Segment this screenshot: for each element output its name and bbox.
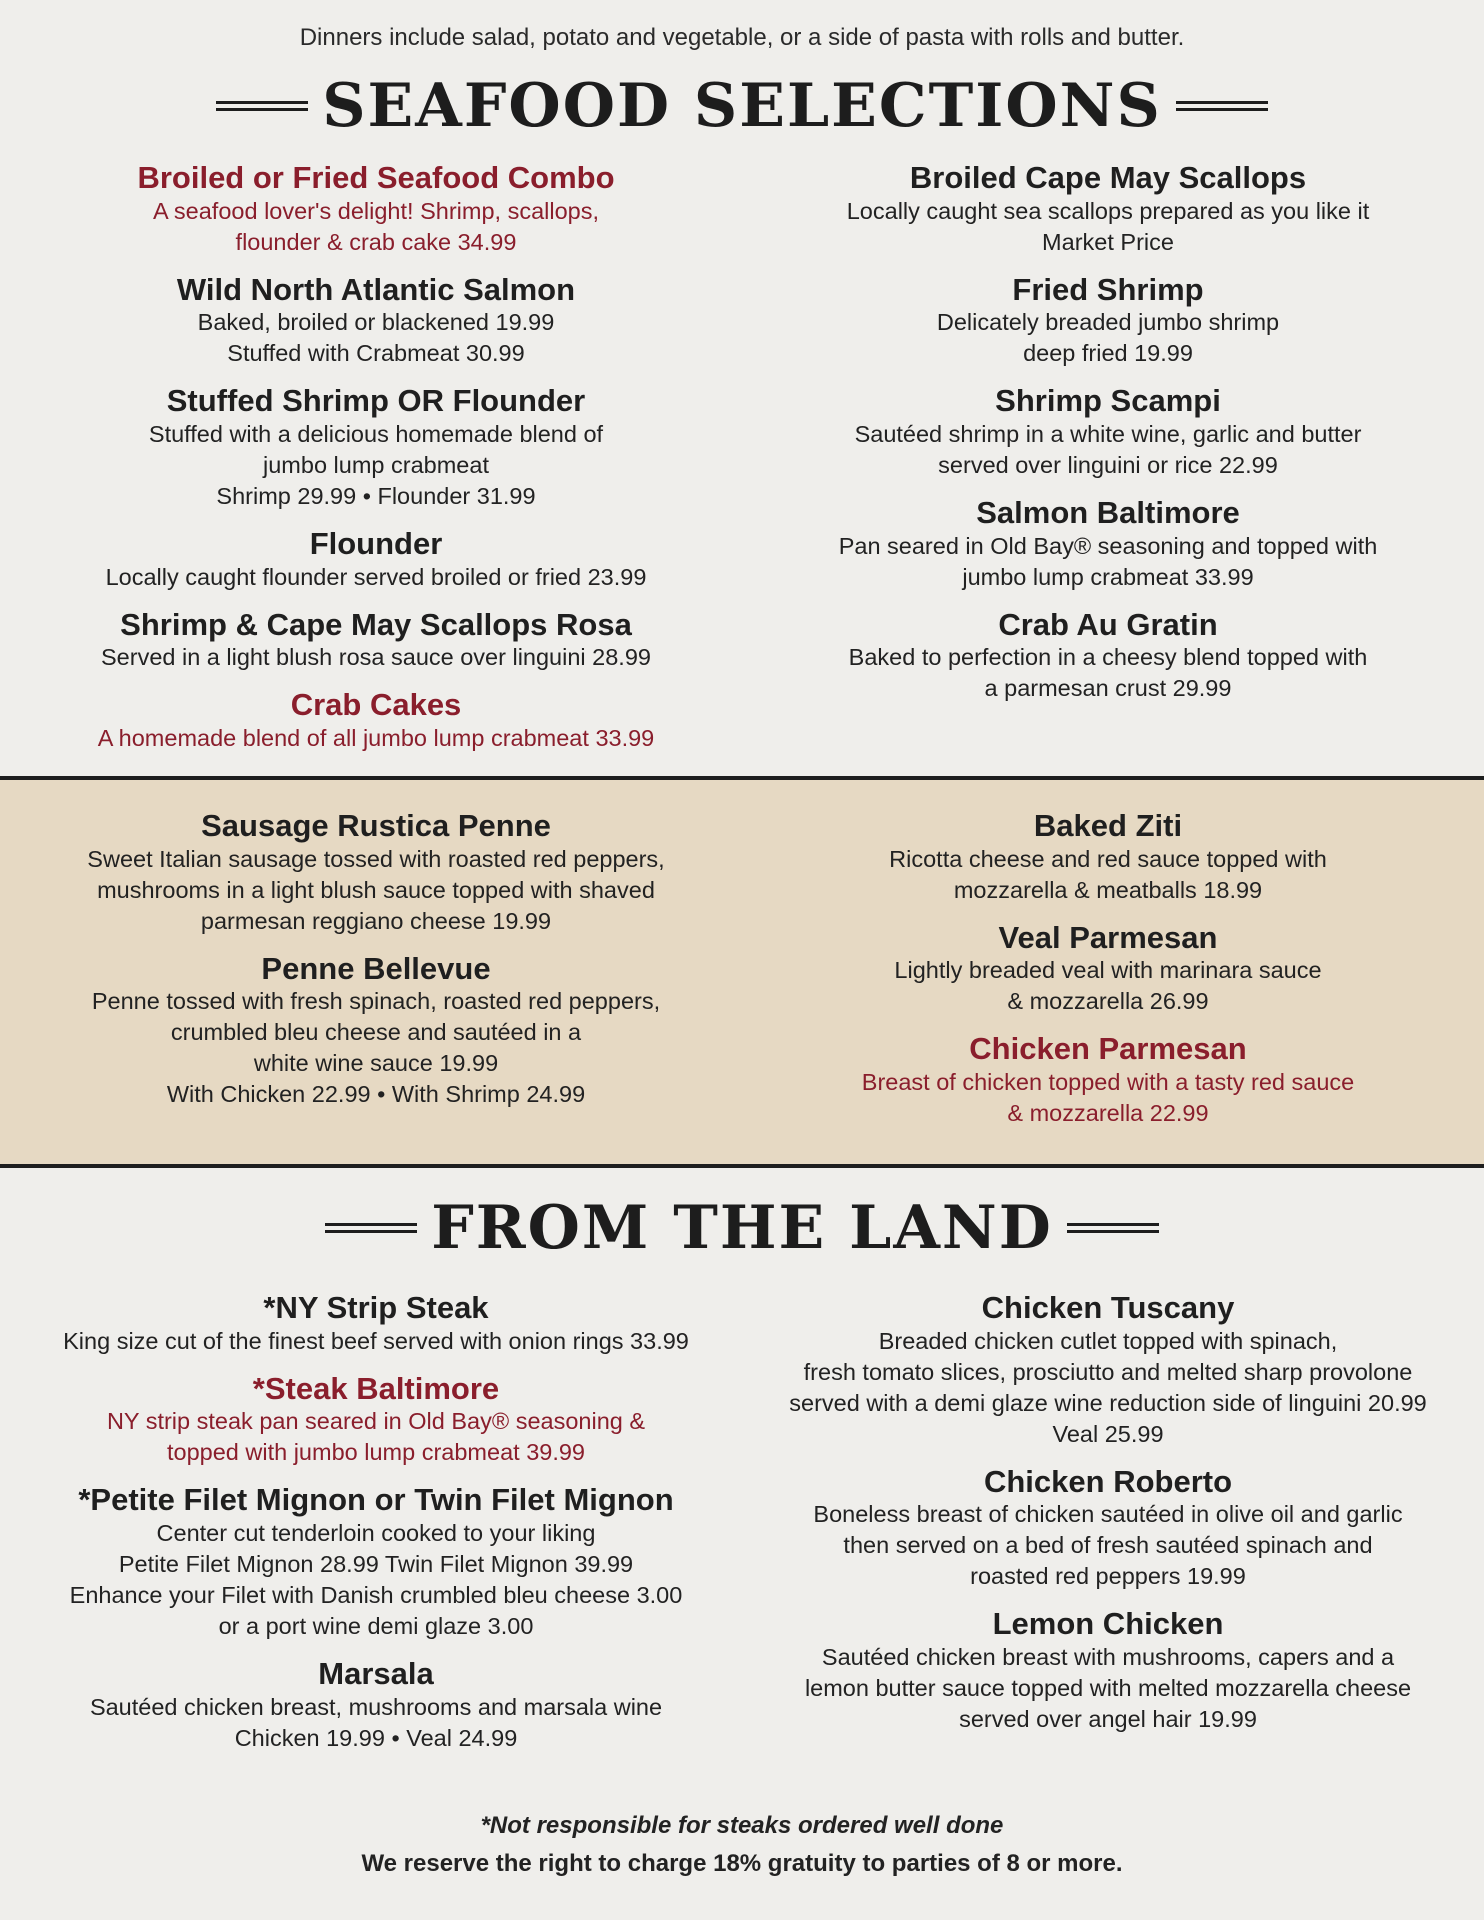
menu-item-description: Baked, broiled or blackened 19.99 Stuffed with Crabmeat 30.99: [197, 309, 555, 367]
menu-item-description: Boneless breast of chicken sautéed in olive oil and garlic then served on a bed of fresh sautéed spinach and roasted red peppers 19.99: [813, 1501, 1403, 1590]
menu-item-name: *NY Strip Steak: [263, 1290, 489, 1325]
menu-item-description: Lightly breaded veal with marinara sauce & mozzarella 26.99: [894, 957, 1322, 1015]
steak-disclaimer: *Not responsible for steaks ordered well done: [480, 1812, 1004, 1839]
menu-item-name: Fried Shrimp: [1012, 271, 1204, 307]
menu-item-description: NY strip steak pan seared in Old Bay® seasoning & topped with jumbo lump crabmeat 39.99: [106, 1408, 646, 1466]
menu-item-name: Broiled Cape May Scallops: [909, 160, 1307, 195]
menu-item: [752, 383, 1464, 481]
seafood-heading: [0, 71, 1484, 141]
menu-item: [20, 160, 732, 258]
menu-item-name: Wild North Atlantic Salmon: [176, 271, 576, 307]
gratuity-notice: We reserve the right to charge 18% gratuity to parties of 8 or more.: [361, 1850, 1123, 1877]
seafood-title: SEAFOOD SELECTIONS: [322, 71, 1162, 141]
menu-item: [20, 272, 732, 370]
menu-item-description: Breast of chicken topped with a tasty red sauce & mozzarella 22.99: [861, 1068, 1355, 1126]
heading-rule-left: [216, 99, 308, 113]
menu-item-name: Veal Parmesan: [998, 919, 1218, 955]
menu-item-name: *Steak Baltimore: [252, 1370, 500, 1406]
land-heading: [0, 1193, 1484, 1263]
menu-item-name: Stuffed Shrimp OR Flounder: [166, 383, 586, 419]
menu-item-name: Penne Bellevue: [261, 950, 491, 986]
menu-item-description: A seafood lover's delight! Shrimp, scallops, flounder & crab cake 34.99: [153, 197, 599, 255]
seafood-right-column: [752, 160, 1464, 718]
menu-item: [752, 495, 1464, 593]
menu-item-name: Sausage Rustica Penne: [201, 808, 551, 843]
menu-item-name: Chicken Roberto: [983, 1463, 1233, 1499]
menu-item-name: Chicken Parmesan: [969, 1031, 1247, 1067]
menu-item-description: Ricotta cheese and red sauce topped with mozzarella & meatballs 18.99: [889, 845, 1327, 903]
menu-item: [20, 526, 732, 593]
seafood-left-column: [20, 160, 732, 768]
menu-item: [20, 1656, 732, 1754]
menu-item-description: Penne tossed with fresh spinach, roasted red peppers, crumbled bleu cheese and sautéed in a white wine sauce 19.99 With Chicken 22.99 • With Shrimp 24.99: [91, 988, 661, 1108]
menu-item-name: Shrimp & Cape May Scallops Rosa: [120, 606, 632, 642]
menu-item-description: Pan seared in Old Bay® seasoning and topped with jumbo lump crabmeat 33.99: [838, 532, 1378, 590]
menu-item: [752, 607, 1464, 705]
menu-item-name: Lemon Chicken: [992, 1606, 1224, 1642]
menu-item-description: King size cut of the finest beef served with onion rings 33.99: [63, 1327, 689, 1354]
menu-item: [752, 1464, 1464, 1593]
menu-item: [752, 1606, 1464, 1735]
menu-item-description: Breaded chicken cutlet topped with spinach, fresh tomato slices, prosciutto and melted sharp provolone served with a demi glaze wine reduction side of linguini 20.99 Veal 25.99: [789, 1327, 1427, 1447]
menu-item: [20, 808, 732, 937]
menu-item-name: Shrimp Scampi: [995, 383, 1221, 419]
menu-item: [752, 272, 1464, 370]
menu-item-description: Locally caught sea scallops prepared as you like it Market Price: [846, 197, 1370, 255]
menu-item-description: Sautéed shrimp in a white wine, garlic and butter served over linguini or rice 22.99: [854, 420, 1362, 478]
heading-rule-right: [1176, 99, 1268, 113]
menu-item: [752, 1031, 1464, 1129]
heading-rule-right: [1067, 1221, 1159, 1235]
menu-item-description: Center cut tenderloin cooked to your liking Petite Filet Mignon 28.99 Twin Filet Mignon 39.99 Enhance your Filet with Danish crumbled bleu cheese 3.00 or a port wine demi glaze 3.00: [69, 1519, 683, 1640]
menu-item: [20, 607, 732, 674]
menu-item-description: Delicately breaded jumbo shrimp deep fried 19.99: [936, 309, 1280, 367]
menu-item: [20, 951, 732, 1111]
footer: [0, 1812, 1484, 1878]
menu-item-name: Crab Au Gratin: [998, 606, 1218, 642]
heading-rule-left: [325, 1221, 417, 1235]
land-title: FROM THE LAND: [431, 1193, 1053, 1263]
menu-item-description: Sautéed chicken breast with mushrooms, capers and a lemon butter sauce topped with melted mozzarella cheese served over angel hair 19.99: [804, 1644, 1412, 1733]
land-left-column: [20, 1290, 732, 1768]
intro-text: Dinners include salad, potato and vegetable, or a side of pasta with rolls and butter.: [299, 24, 1185, 51]
menu-item: [20, 687, 732, 754]
menu-item-name: Marsala: [318, 1656, 434, 1692]
menu-item-name: Broiled or Fried Seafood Combo: [137, 160, 615, 195]
menu-item-description: Sautéed chicken breast, mushrooms and marsala wine Chicken 19.99 • Veal 24.99: [89, 1693, 663, 1751]
pasta-right-column: [752, 808, 1464, 1143]
menu-item-description: Baked to perfection in a cheesy blend topped with a parmesan crust 29.99: [848, 644, 1368, 702]
menu-item-description: Sweet Italian sausage tossed with roasted red peppers, mushrooms in a light blush sauce topped with shaved parmesan reggiano cheese 19.99: [87, 845, 665, 934]
menu-item: [20, 383, 732, 512]
menu-item-name: Baked Ziti: [1033, 808, 1183, 843]
menu-item-name: Salmon Baltimore: [976, 495, 1240, 531]
menu-item-name: Chicken Tuscany: [981, 1290, 1235, 1325]
pasta-left-column: [20, 808, 732, 1124]
menu-item: [752, 1290, 1464, 1450]
menu-item-description: A homemade blend of all jumbo lump crabmeat 33.99: [97, 724, 655, 751]
menu-item: [20, 1371, 732, 1469]
menu-item-name: Flounder: [309, 526, 443, 562]
menu-item: [752, 160, 1464, 258]
menu-item-description: Locally caught flounder served broiled or fried 23.99: [105, 563, 647, 590]
menu-item: [752, 808, 1464, 906]
menu-item: [20, 1482, 732, 1642]
menu-item-name: *Petite Filet Mignon or Twin Filet Mignon: [78, 1482, 674, 1518]
menu-item: [20, 1290, 732, 1357]
menu-item-name: Crab Cakes: [290, 687, 462, 723]
land-right-column: [752, 1290, 1464, 1749]
menu-item: [752, 920, 1464, 1018]
menu-item-description: Stuffed with a delicious homemade blend of jumbo lump crabmeat Shrimp 29.99 • Flounder 31.99: [148, 420, 604, 510]
menu-item-description: Served in a light blush rosa sauce over linguini 28.99: [101, 644, 651, 671]
